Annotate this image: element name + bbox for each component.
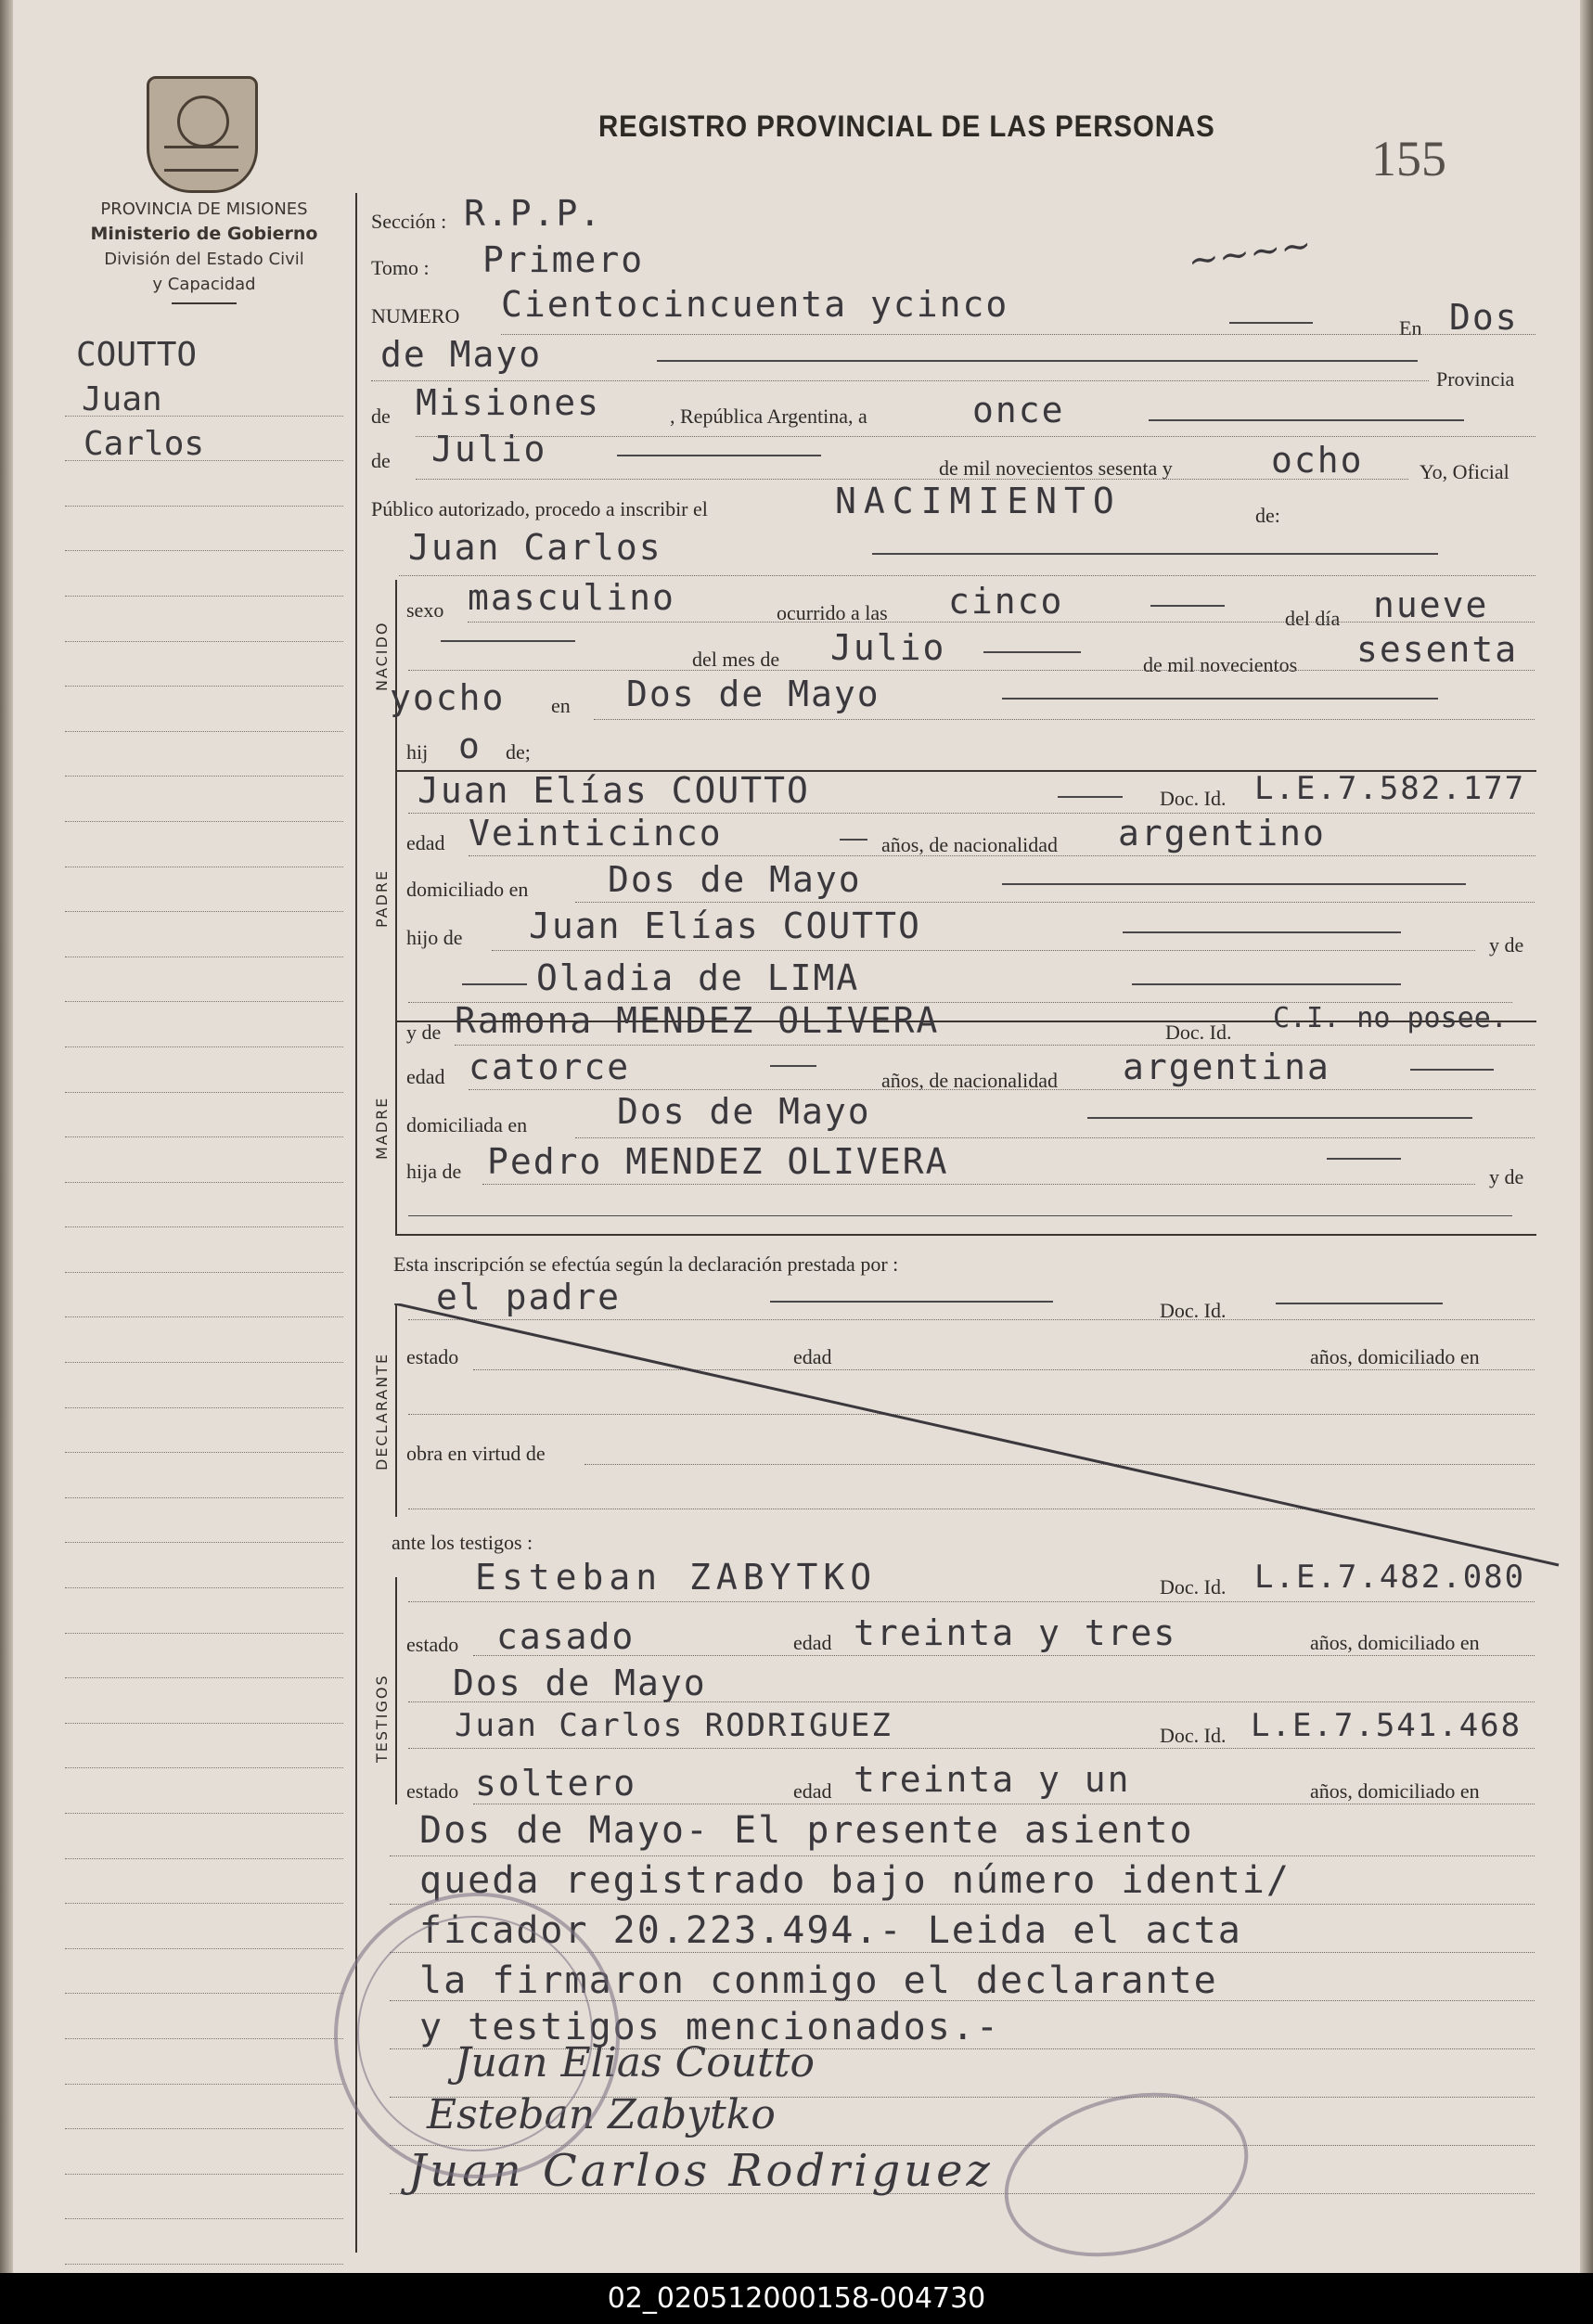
de-label-2: de — [371, 449, 391, 472]
page-title: REGISTRO PROVINCIAL DE LAS PERSONAS — [598, 109, 1215, 143]
padre-doc-label: Doc. Id. — [1160, 787, 1227, 810]
declarante-estado-label: estado — [406, 1345, 459, 1368]
testigo1-dom-value: Dos de Mayo — [453, 1663, 707, 1703]
hija-de-label: hija de — [406, 1160, 462, 1183]
yo-oficial-label: Yo, Oficial — [1420, 460, 1509, 483]
numero-label: NUMERO — [371, 304, 460, 327]
madre-section-label: MADRE — [373, 1096, 391, 1160]
madre-bracket — [395, 1021, 397, 1234]
en-value: Dos — [1449, 297, 1519, 338]
madre-dom-line — [575, 1137, 1535, 1138]
madre-nac-dash — [1410, 1069, 1494, 1071]
anio-nac-2-value: yocho — [390, 677, 506, 718]
ante-testigos-label: ante los testigos : — [392, 1531, 533, 1554]
lugar-line — [371, 380, 1429, 381]
abuela-mat-line — [408, 1215, 1512, 1216]
testigo2-value: Juan Carlos RODRIGUEZ — [455, 1707, 893, 1744]
nombre-value: Juan Carlos — [408, 527, 662, 568]
nota-line-3: ficador 20.223.494.- Leida el acta — [419, 1909, 1242, 1952]
mes-dash — [617, 455, 821, 456]
madre-y-de-label: y de — [1489, 1165, 1524, 1188]
en-nac-label: en — [551, 694, 571, 717]
testigo2-doc-label: Doc. Id. — [1160, 1724, 1227, 1747]
madre-edad-dash — [770, 1065, 816, 1067]
madre-dom-dash — [1087, 1117, 1472, 1119]
margin-lines — [65, 371, 343, 2265]
madre-doc-label: Doc. Id. — [1165, 1021, 1232, 1044]
mes-registro-value: Julio — [431, 429, 547, 469]
numero-dash — [1229, 322, 1313, 324]
testigos-bracket — [395, 1577, 397, 1804]
hijo-de-line — [492, 950, 1475, 951]
testigo2-estado-value: soltero — [475, 1763, 637, 1804]
hija-de-line — [482, 1184, 1475, 1185]
nacido-bracket — [395, 580, 397, 770]
abuelo-pat-dash — [1123, 931, 1401, 933]
testigo1-doc-label: Doc. Id. — [1160, 1575, 1227, 1599]
madre-edad-line — [469, 1089, 1535, 1090]
testigo2-anos-label: años, domiciliado en — [1310, 1779, 1480, 1803]
padre-dom-dash — [1002, 883, 1466, 885]
madre-dom-value: Dos de Mayo — [617, 1091, 871, 1132]
padre-y-de-label: y de — [1489, 933, 1524, 957]
cancel-stroke — [394, 1303, 1563, 1573]
testigo1-line — [408, 1601, 1535, 1602]
abuela-pat-dash-1 — [462, 983, 527, 985]
testigo2-doc-value: L.E.7.541.468 — [1251, 1707, 1522, 1744]
crest-sun-icon — [177, 96, 229, 148]
madre-nac-value: argentina — [1123, 1046, 1330, 1087]
province-line-4: y Capacidad — [152, 275, 256, 294]
madre-edad-label: edad — [406, 1065, 445, 1088]
abuelo-mat-dash — [1327, 1158, 1401, 1160]
del-dia-label: del día — [1285, 607, 1341, 630]
madre-dom-label: domiciliada en — [406, 1113, 528, 1136]
seal-stamp-right — [986, 2067, 1266, 2282]
testigo2-edad-value: treinta y un — [854, 1759, 1131, 1800]
seccion-value: R.P.P. — [464, 193, 603, 234]
nombre-line — [399, 575, 1535, 576]
mes-nac-dash-1 — [441, 640, 575, 642]
de-mil-label: de mil novecientos sesenta y — [939, 456, 1173, 480]
madre-nac-label: años, de nacionalidad — [881, 1069, 1058, 1092]
hij-label: hij — [406, 740, 429, 764]
declarante-doc-label: Doc. Id. — [1160, 1299, 1227, 1322]
mes-nac-dash-2 — [983, 651, 1081, 653]
padre-edad-value: Veinticinco — [469, 813, 723, 854]
column-divider — [355, 193, 357, 2253]
hijo-de-label: hijo de — [406, 926, 463, 949]
abuela-pat-value: Oladia de LIMA — [536, 957, 860, 998]
official-signature: ∼∼∼∼ — [1185, 223, 1315, 284]
nombre-dash — [872, 553, 1438, 555]
abuelo-mat-value: Pedro MENDEZ OLIVERA — [487, 1141, 949, 1182]
provincia-line — [416, 436, 1535, 437]
numero-line — [501, 334, 1535, 335]
lugar-nac-value: Dos de Mayo — [626, 674, 880, 714]
file-id-footer: 02_020512000158-004730 — [0, 2273, 1593, 2324]
testigo1-anos-label: años, domiciliado en — [1310, 1631, 1480, 1654]
seccion-label: Sección : — [371, 210, 447, 233]
hora-value: cinco — [948, 581, 1064, 622]
madre-divider — [395, 1234, 1536, 1236]
nota-rule-1 — [390, 1855, 1535, 1856]
page-left-edge — [0, 0, 13, 2273]
acto-value: NACIMIENTO — [835, 481, 1122, 521]
testigo2-estado-label: estado — [406, 1779, 459, 1803]
padre-edad-label: edad — [406, 831, 445, 854]
anio-nac-value: sesenta — [1356, 629, 1519, 670]
republica-label: , República Argentina, a — [670, 404, 867, 428]
province-rule — [172, 302, 237, 304]
ocurrido-label: ocurrido a las — [777, 601, 888, 624]
crest-band-icon — [164, 146, 238, 172]
province-line-2: Ministerio de Gobierno — [90, 224, 318, 244]
testigo1-edad-value: treinta y tres — [854, 1612, 1177, 1653]
nota-line-5: y testigos mencionados.- — [419, 2006, 1000, 2048]
padre-dom-value: Dos de Mayo — [608, 859, 862, 900]
hij-value: o — [458, 725, 482, 766]
margin-given-2: Carlos — [84, 425, 205, 463]
folio-number: 155 — [1371, 131, 1446, 186]
nota-line-1: Dos de Mayo- El presente asiento — [419, 1809, 1194, 1852]
madre-line — [455, 1045, 1535, 1046]
padre-dom-label: domiciliado en — [406, 878, 529, 901]
y-de-label: y de — [406, 1021, 442, 1044]
anio-registro-value: ocho — [1271, 440, 1364, 481]
signature-witness-1: Esteban Zabytko — [427, 2091, 776, 2138]
padre-dom-line — [575, 902, 1535, 903]
padre-value: Juan Elías COUTTO — [418, 770, 810, 811]
abuela-pat-dash-2 — [1132, 983, 1401, 985]
nacido-section-label: NACIDO — [373, 621, 391, 691]
de-mil-nov-label: de mil novecientos — [1143, 653, 1298, 676]
lugar-dash — [657, 360, 1418, 362]
signature-witness-2: Juan Carlos Rodriguez — [408, 2145, 994, 2197]
publico-label: Público autorizado, procedo a inscribir el — [371, 497, 708, 520]
declarante-value: el padre — [436, 1277, 622, 1317]
testigos-section-label: TESTIGOS — [373, 1674, 391, 1763]
mes-line — [416, 479, 1408, 480]
madre-value: Ramona MENDEZ OLIVERA — [455, 1000, 940, 1041]
obra-label: obra en virtud de — [406, 1442, 546, 1465]
declarante-edad-label: edad — [793, 1345, 832, 1368]
declarante-section-label: DECLARANTE — [373, 1352, 391, 1470]
de-label-1: de — [371, 404, 391, 428]
provincia-label: Provincia — [1436, 367, 1515, 391]
testigo1-doc-value: L.E.7.482.080 — [1254, 1559, 1526, 1596]
sexo-label: sexo — [406, 598, 444, 622]
padre-doc-value: L.E.7.582.177 — [1254, 770, 1526, 807]
madre-edad-value: catorce — [469, 1046, 631, 1087]
testigo1-edad-label: edad — [793, 1631, 832, 1654]
provincia-value: Misiones — [416, 382, 601, 423]
declarante-anos-label: años, domiciliado en — [1310, 1345, 1480, 1368]
lugar-value: de Mayo — [380, 334, 543, 375]
province-block — [51, 197, 357, 304]
dia-dash — [1149, 419, 1464, 421]
abuelo-pat-value: Juan Elías COUTTO — [529, 905, 921, 946]
padre-edad-dash — [840, 839, 867, 841]
sexo-line — [468, 622, 1535, 623]
signature-father: Juan Elias Coutto — [455, 2039, 815, 2086]
dia-nac-value: nueve — [1373, 584, 1489, 625]
province-crest-icon — [147, 76, 258, 193]
testigo1-estado-value: casado — [496, 1616, 636, 1657]
padre-bracket — [395, 770, 397, 1021]
province-line-1: PROVINCIA DE MISIONES — [100, 199, 308, 219]
padre-edad-line — [469, 855, 1535, 856]
page-right-edge — [1580, 0, 1593, 2273]
tomo-label: Tomo : — [371, 256, 430, 279]
testigo2-edad-label: edad — [793, 1779, 832, 1803]
lugar-nac-line — [594, 719, 1535, 720]
margin-given-1: Juan — [82, 380, 162, 418]
tomo-value: Primero — [482, 239, 645, 280]
nota-line-2: queda registrado bajo número identi/ — [419, 1859, 1291, 1902]
padre-section-label: PADRE — [373, 868, 391, 928]
nota-rule-2 — [390, 1904, 1535, 1905]
declarante-dash — [770, 1301, 1053, 1303]
testigo1-dom-line — [408, 1701, 1535, 1702]
padre-nac-label: años, de nacionalidad — [881, 833, 1058, 856]
margin-surname: COUTTO — [76, 336, 198, 374]
esta-inscripcion-label: Esta inscripción se efectúa según la declaración prestada por : — [393, 1252, 899, 1276]
province-line-3: División del Estado Civil — [104, 250, 304, 269]
hora-dash — [1150, 605, 1225, 607]
testigo1-estado-line — [473, 1655, 1535, 1656]
del-mes-label: del mes de — [692, 648, 780, 671]
en-label: En — [1399, 316, 1422, 340]
de-semi-label: de; — [506, 740, 531, 764]
madre-doc-value: C.I. no posee. — [1273, 1002, 1508, 1034]
lugar-nac-dash — [1002, 698, 1438, 700]
mes-nac-line — [408, 670, 1535, 671]
nota-line-4: la firmaron conmigo el declarante — [419, 1959, 1218, 2002]
testigo2-line — [408, 1748, 1535, 1749]
de-colon-label: de: — [1255, 504, 1280, 527]
testigo1-value: Esteban ZABYTKO — [475, 1557, 878, 1598]
padre-nac-value: argentino — [1118, 813, 1326, 854]
sexo-value: masculino — [468, 577, 675, 618]
seal-stamp-left-inner — [357, 1916, 593, 2151]
padre-dash — [1058, 796, 1123, 798]
dia-registro-value: once — [972, 390, 1065, 430]
testigo1-estado-label: estado — [406, 1633, 459, 1656]
mes-nac-value: Julio — [830, 627, 946, 668]
numero-value: Cientocincuenta ycinco — [501, 284, 1009, 325]
